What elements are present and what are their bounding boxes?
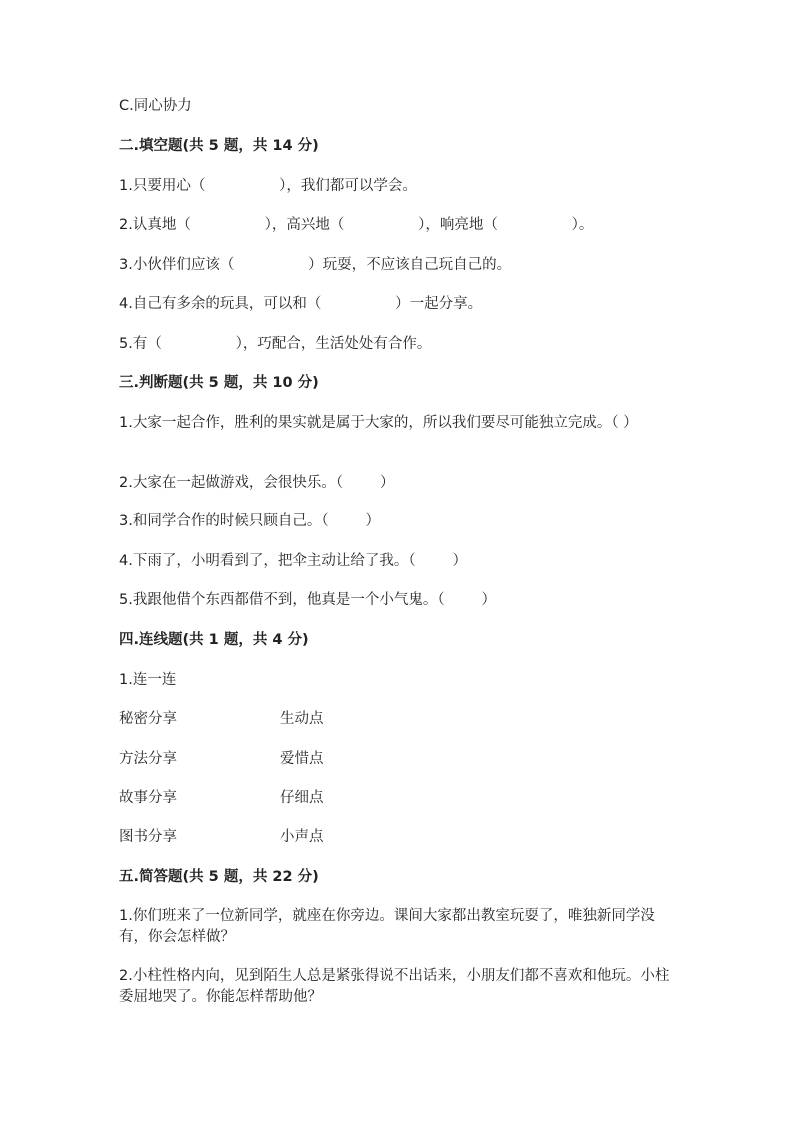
fill-question-4: 4.自己有多余的玩具，可以和（ ）一起分享。 (119, 296, 483, 312)
matching-left-item: 秘密分享 (119, 711, 177, 727)
section-matching-title: 四.连线题(共 1 题，共 4 分) (119, 632, 309, 648)
short-answer-question-2: 2.小柱性格内向，见到陌生人总是紧张得说不出话来，小朋友们都不喜欢和他玩。小柱委屈地哭了。你能怎样帮助他？ (119, 968, 670, 1005)
short-answer-question-1: 1.你们班来了一位新同学，就座在你旁边。课间大家都出教室玩耍了，唯独新同学没有，你会怎样做？ (119, 908, 655, 945)
section-fill-in-title: 二.填空题(共 5 题，共 14 分) (119, 138, 319, 154)
matching-right-item: 小声点 (280, 829, 324, 845)
fill-question-2: 2.认真地（ ），高兴地（ ），响亮地（ ）。 (119, 217, 594, 233)
fill-question-1: 1.只要用心（ ），我们都可以学会。 (119, 178, 417, 194)
matching-left-item: 方法分享 (119, 751, 177, 767)
fill-question-3: 3.小伙伴们应该（ ）玩耍，不应该自己玩自己的。 (119, 257, 512, 273)
fill-question-5: 5.有（ ），巧配合，生活处处有合作。 (119, 336, 432, 352)
matching-left-item: 图书分享 (119, 829, 177, 845)
section-judgement-title: 三.判断题(共 5 题，共 10 分) (119, 375, 319, 391)
judge-question-1: 1.大家一起合作，胜利的果实就是属于大家的，所以我们要尽可能独立完成。（ ） (119, 415, 638, 431)
section-short-answer-title: 五.简答题(共 5 题，共 22 分) (119, 869, 319, 885)
judge-question-4: 4.下雨了，小明看到了，把伞主动让给了我。（ ） (119, 553, 467, 569)
judge-question-2: 2.大家在一起做游戏，会很快乐。（ ） (119, 475, 395, 491)
matching-question-1: 1.连一连 (119, 672, 177, 688)
matching-right-item: 爱惜点 (280, 751, 324, 767)
matching-right-item: 仔细点 (280, 790, 324, 806)
option-c: C.同心协力 (119, 98, 192, 114)
matching-right-item: 生动点 (280, 711, 324, 727)
judge-question-5: 5.我跟他借个东西都借不到，他真是一个小气鬼。（ ） (119, 592, 496, 608)
matching-left-item: 故事分享 (119, 790, 177, 806)
judge-question-3: 3.和同学合作的时候只顾自己。（ ） (119, 513, 380, 529)
